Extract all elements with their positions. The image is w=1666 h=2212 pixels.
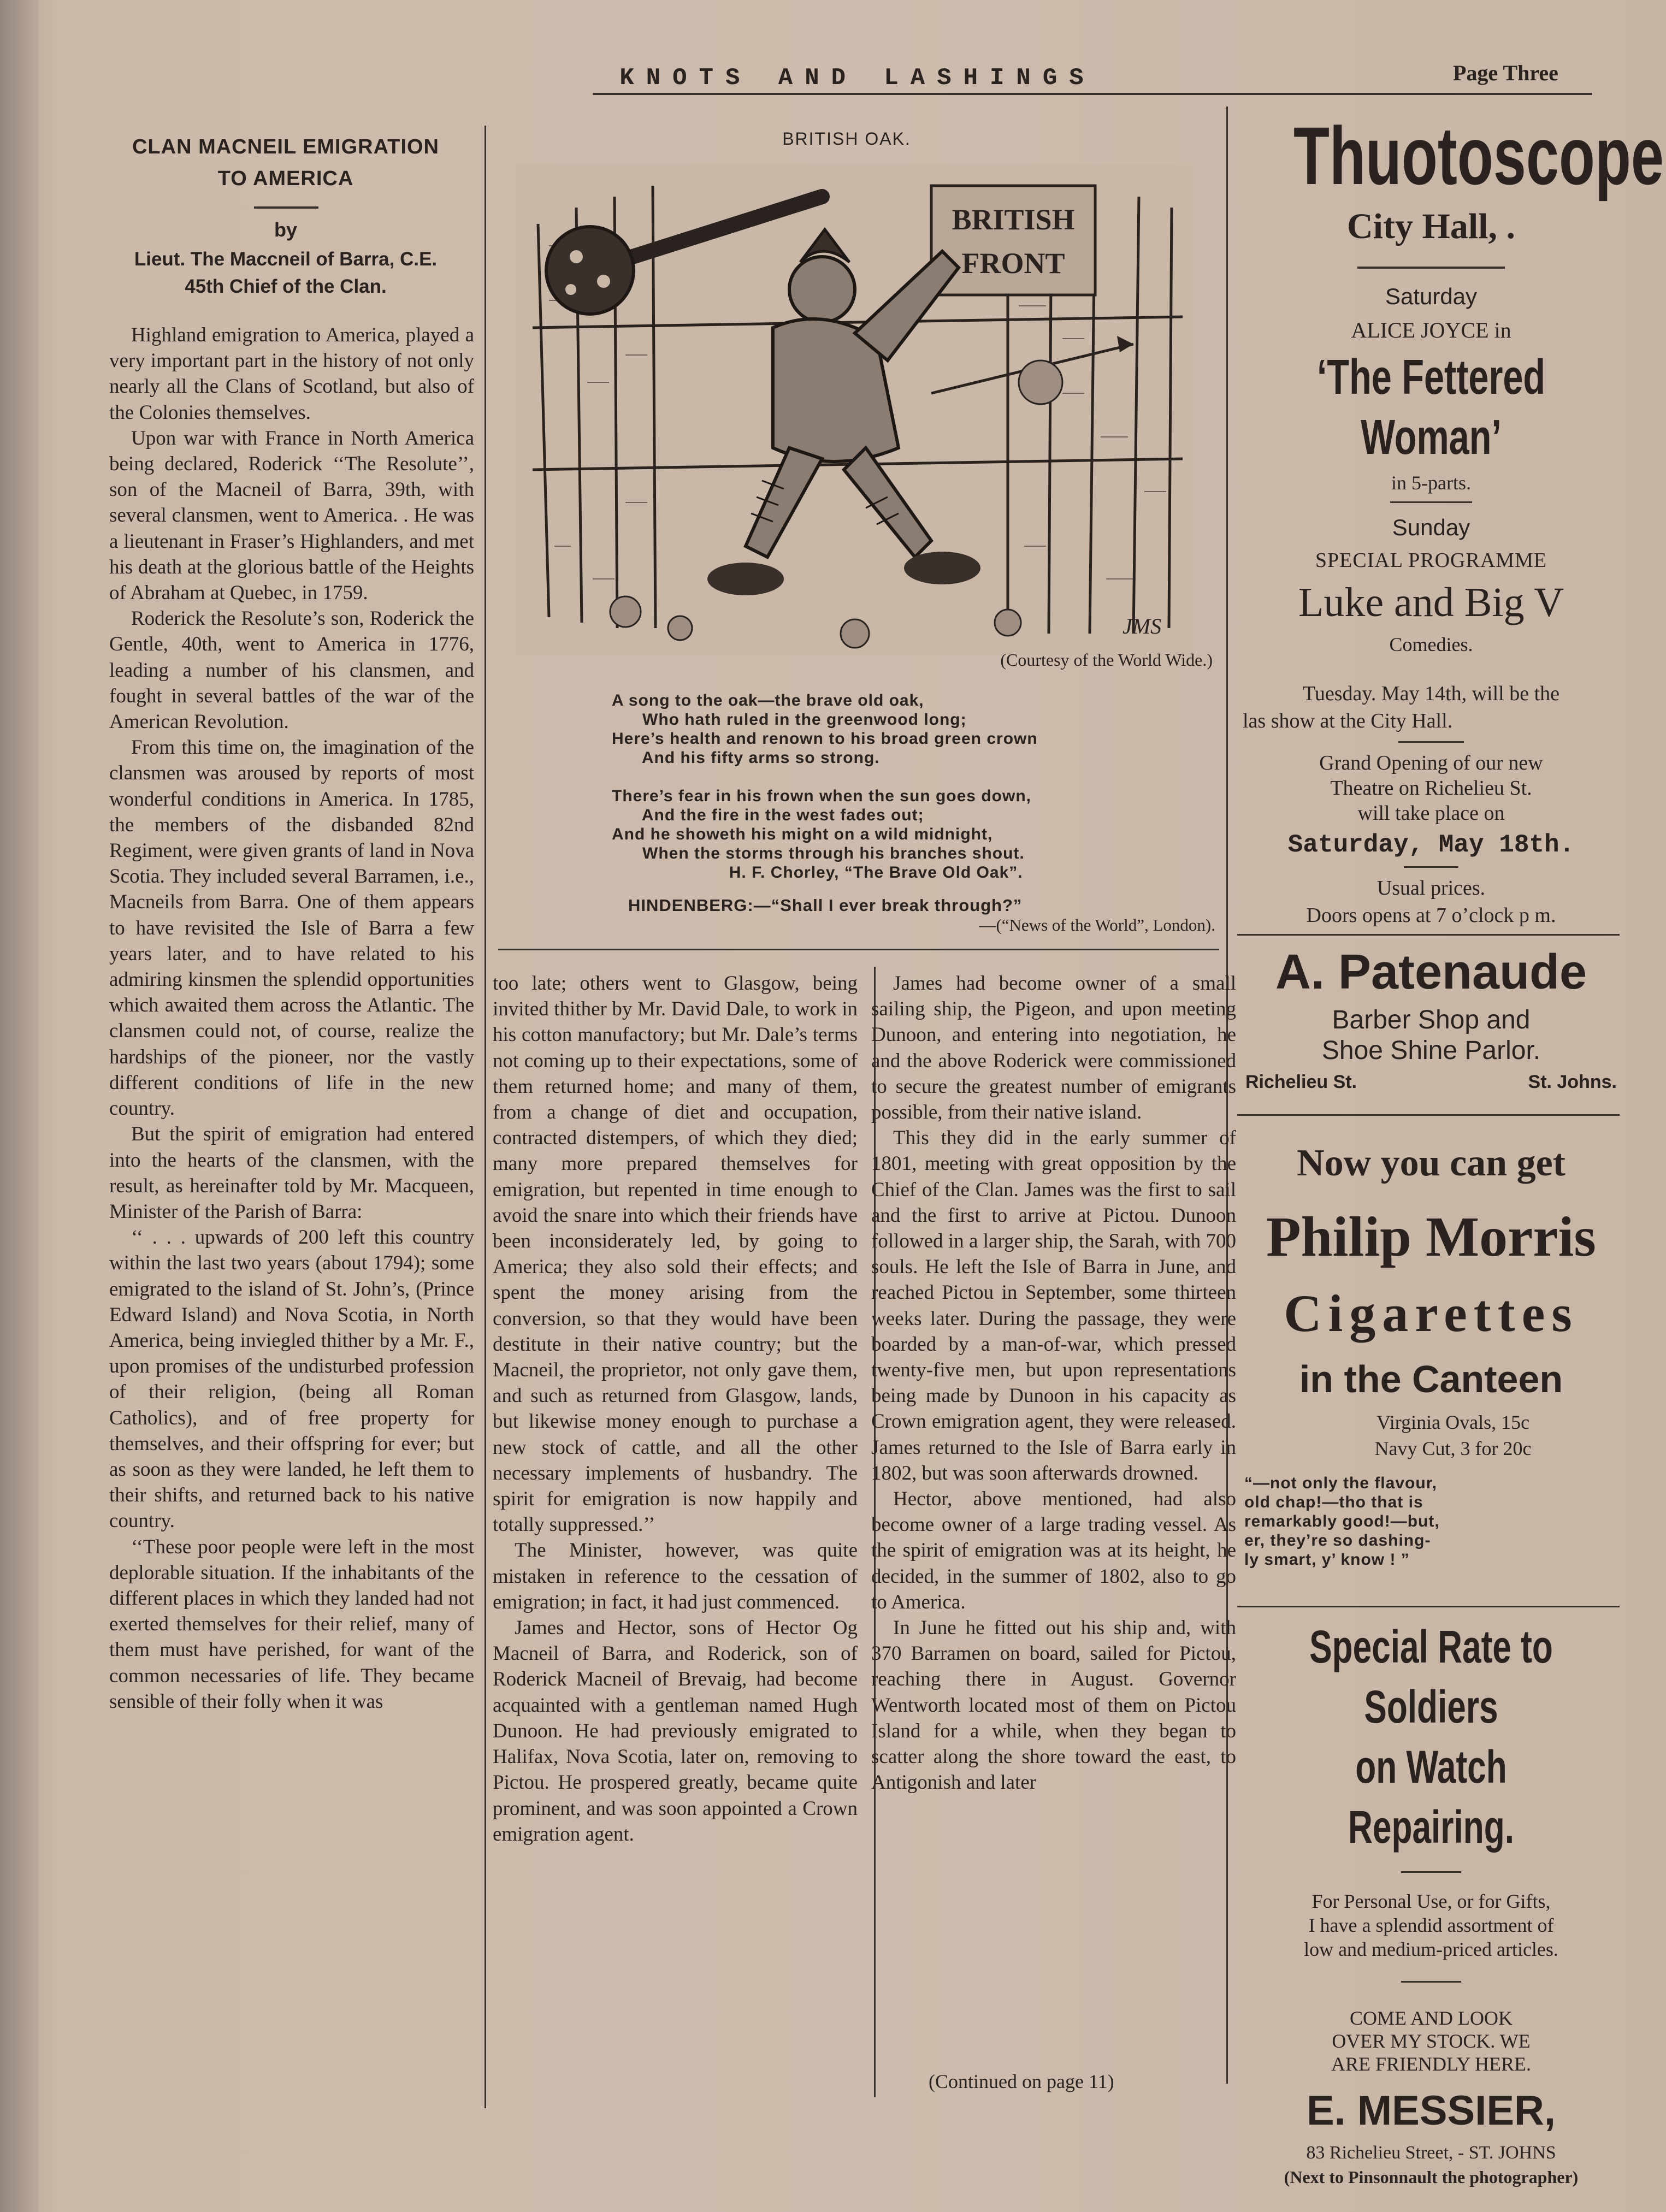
- messier-address: 83 Richelieu Street, - ST. JOHNS: [1306, 2143, 1556, 2163]
- poem-line: There’s fear in his frown when the sun goes down,: [612, 787, 1031, 805]
- gifts-line-3: low and medium-priced articles.: [1304, 1938, 1558, 1960]
- author-line-1: Lieut. The Maccneil of Barra, C.E.: [134, 249, 438, 270]
- divider: [1398, 741, 1464, 743]
- messier-name: E. MESSIER,: [1306, 2087, 1556, 2134]
- cartoon-courtesy: (Courtesy of the World Wide.): [1000, 650, 1213, 670]
- quote-line: ly smart, y’ know ! ”: [1244, 1551, 1410, 1569]
- poem-line: And he showeth his might on a wild midnight,: [612, 825, 993, 843]
- article-title-line-1: CLAN MACNEIL EMIGRATION: [132, 135, 439, 158]
- byline-by: by: [274, 218, 297, 241]
- patenaude-address: [1240, 1072, 1622, 1093]
- cigarettes-label: Cigarettes: [1284, 1284, 1579, 1342]
- article-column-3: [871, 971, 1236, 2068]
- divider: [1404, 866, 1458, 868]
- sign-text-2: FRONT: [961, 247, 1065, 280]
- cartoon-signature: JMS: [1123, 614, 1162, 638]
- article-column-2: [493, 971, 858, 2107]
- come-and-look-2: OVER MY STOCK. WE: [1332, 2030, 1531, 2052]
- film-parts: in 5-parts.: [1391, 472, 1471, 494]
- author-line-2: 45th Chief of the Clan.: [185, 276, 387, 297]
- page-number: Page Three: [1453, 61, 1558, 85]
- paragraph: James and Hector, sons of Hector Og Macneil of Barra, and Roderick, son of Roderick Macneil of Brevaig, had become acquainted with a gentleman named Hugh Dunoon. He had previously emigrated to Halifax, Nova Scotia, later on, removing to Pictou. He prospered greatly, became quite prominent, and was soon appointed a Crown emigration agent.: [493, 1617, 858, 1846]
- poem-line: Who hath ruled in the greenwood long;: [612, 711, 967, 729]
- paragraph: But the spirit of emigration had entered into the hearts of the clansmen, with the result, as hereinafter told by Mr. Macqueen, Minister of the Parish of Barra:: [109, 1123, 474, 1223]
- paragraph: Roderick the Resolute’s son, Roderick the Gentle, 40th, went to America in 1776, leading a number of his clansmen, and fought in several battles of the war of the American Revolution.: [109, 607, 474, 734]
- quote-line: remarkably good!—but,: [1244, 1512, 1440, 1530]
- paragraph: The Minister, however, was quite mistaken in reference to the cessation of emigration; in fact, it had just commenced.: [493, 1539, 858, 1613]
- paragraph: Hector, above mentioned, had also become owner of a large trading vessel. As the spirit of emigration was at its height, he decided, in the summer of 1802, also to go to America.: [871, 1488, 1236, 1613]
- patenaude-ad: [1240, 939, 1622, 1093]
- luke-and-big-v: Luke and Big V: [1298, 579, 1564, 625]
- poem-line: [612, 767, 1213, 786]
- grand-opening-2: Theatre on Richelieu St.: [1330, 777, 1532, 800]
- article-title-line-2: TO AMERICA: [217, 167, 354, 190]
- header-rule: [593, 93, 1592, 95]
- sign-text-1: BRITISH: [952, 203, 1075, 236]
- alice-joyce: ALICE JOYCE in: [1351, 318, 1511, 342]
- messier-ad: [1240, 1617, 1622, 2189]
- cartoon-caption: HINDENBERG:—“Shall I ever break through?”: [628, 896, 1023, 915]
- quote-line: old chap!—tho that is: [1244, 1493, 1423, 1511]
- cartoon-caption-source: —(“News of the World”, London).: [979, 915, 1215, 935]
- come-and-look-1: COME AND LOOK: [1349, 2007, 1513, 2029]
- paragraph: In June he fitted out his ship and, with 370 Barramen on board, sailed for Pictou, reaching there in August. Governor Wentworth located most of them on Pictou Island for a while, when they began to scatter along the shore toward the east, to Antigonish and later: [871, 1617, 1236, 1794]
- gifts-line-2: I have a splendid assortment of: [1308, 1914, 1554, 1936]
- special-rate-line-1: Special Rate to Soldiers: [1309, 1621, 1553, 1732]
- poem-line: Here’s health and renown to his broad green crown: [612, 730, 1038, 748]
- poem-line: And the fire in the west fades out;: [612, 806, 924, 824]
- column-rule-1: [485, 126, 486, 2108]
- ad-divider: [1237, 934, 1620, 936]
- divider: [1401, 1981, 1461, 1983]
- quote-line: “—not only the flavour,: [1244, 1474, 1438, 1492]
- navy-cut-price: Navy Cut, 3 for 20c: [1374, 1438, 1532, 1459]
- title-rule: [254, 206, 318, 209]
- cartoon-title: BRITISH OAK.: [782, 129, 911, 149]
- special-rate-line-2: on Watch Repairing.: [1348, 1741, 1514, 1853]
- poem-line: When the storms through his branches shout.: [612, 844, 1025, 862]
- british-oak-cartoon-illustration: [516, 164, 1194, 655]
- philip-morris-brand: Philip Morris: [1266, 1205, 1596, 1268]
- philip-morris-ad: [1240, 1131, 1622, 1569]
- messier-location: (Next to Pinsonnault the photographer): [1284, 2167, 1579, 2187]
- paragraph: From this time on, the imagination of the clansmen was aroused by reports of most wonderful conditions in America. In 1785, the members of the disbanded 82nd Regiment, were given grants of land in Nova Scotia. They included several Barramen, i.e., Macneils from Barra. One of them appears to have revisited the Isle of Barra a few years later, and to have related to his admiring kinsmen the splendid opportunities which awaited them across the Atlantic. The clansmen could not, of course, realize the hardships of the pioneer, nor the vastly different conditions of life in the new country.: [109, 736, 474, 1120]
- patenaude-name: A. Patenaude: [1275, 945, 1587, 999]
- divider: [1390, 501, 1472, 503]
- come-and-look-3: ARE FRIENDLY HERE.: [1331, 2053, 1532, 2075]
- virginia-ovals-price: Virginia Ovals, 15c: [1376, 1411, 1530, 1433]
- saturday-label: Saturday: [1385, 283, 1478, 309]
- paragraph: too late; others went to Glasgow, being invited thither by Mr. David Dale, to work in his cotton manufactory; but Mr. Dale’s terms not coming up to their expectations, some of them returned home; and many of them, from a change of diet and occupation, contracted distempers, of which they died; many more prepared themselves for emigration, but repented in time enough to avoid the snare into which their friends have been inconsiderately led, by going to America; they also sold their effects; and spent the money arising from the conversion, so that they would have been destitute in their native country; but the Macneil, the proprietor, not only gave them, and such as returned from Glasgow, lands, but likewise money enough to purchase a new stock of cattle, and all the other necessary implements of husbandry. The spirit for emigration is now happily and totally suppressed.’’: [493, 972, 858, 1536]
- thuotoscope-venue: City Hall, .: [1347, 206, 1515, 246]
- tuesday-notice: Tuesday. May 14th, will be the: [1302, 682, 1560, 705]
- patenaude-line-1: Barber Shop and: [1332, 1006, 1531, 1034]
- special-programme: SPECIAL PROGRAMME: [1315, 549, 1547, 572]
- article-title: [97, 131, 474, 194]
- poem-attribution: H. F. Chorley, “The Brave Old Oak”.: [612, 863, 1023, 882]
- article-column-1: [109, 322, 474, 2114]
- paragraph: ‘‘ . . . upwards of 200 left this country within the last two years (about 1794); some emigrated to the island of St. John’s, (Prince Edward Island) and Nova Scotia, in North America, being inviegled thither by a Mr. F., upon promises of the undisturbed profession of their religion, (being all Roman Catholics), and of free property for themselves, and their offspring for ever; but as soon as they were landed, he left them to their shifts, and returned back to his native country.: [109, 1226, 474, 1533]
- ad-divider: [1237, 1114, 1620, 1116]
- paragraph: Upon war with France in North America being declared, Roderick ‘‘The Resolute’’, son of the Macneil of Barra, 39th, with several clansmen, went to America. . He was a lieutenant in Fraser’s Highlanders, and met his death at the glorious battle of the Heights of Abraham at Quebec, in 1759.: [109, 427, 474, 605]
- grand-opening-1: Grand Opening of our new: [1319, 752, 1543, 774]
- doors-open: Doors opens at 7 o’clock p m.: [1306, 904, 1556, 927]
- grand-opening-3: will take place on: [1357, 802, 1505, 825]
- sunday-label: Sunday: [1392, 514, 1470, 540]
- thuotoscope-name: Thuotoscope: [1293, 110, 1664, 202]
- comedies-label: Comedies.: [1389, 634, 1473, 655]
- poem-line: A song to the oak—the brave old oak,: [612, 691, 924, 709]
- masthead-title: KNOTS AND LASHINGS: [619, 64, 1096, 92]
- film-title: ‘The Fettered Woman’: [1316, 350, 1546, 465]
- usual-prices: Usual prices.: [1376, 877, 1486, 900]
- gifts-line-1: For Personal Use, or for Gifts,: [1311, 1890, 1551, 1912]
- tuesday-notice-2: las show at the City Hall.: [1243, 709, 1453, 732]
- continued-note: (Continued on page 11): [929, 2071, 1114, 2092]
- patenaude-line-2: Shoe Shine Parlor.: [1321, 1036, 1541, 1065]
- paragraph: James had become owner of a small sailing ship, the Pigeon, and upon meeting Dunoon, and entering into negotiation, he and the above Roderick were commissioned to secure the greatest number of emigrants possible, from their native island.: [871, 972, 1236, 1124]
- byline: [97, 246, 474, 300]
- patenaude-street: Richelieu St.: [1245, 1072, 1357, 1092]
- page-edge-shadow: [0, 0, 38, 2212]
- now-you-can-get: Now you can get: [1297, 1142, 1565, 1184]
- quote-line: er, they’re so dashing-: [1244, 1531, 1431, 1549]
- paragraph: Highland emigration to America, played a very important part in the history of not only nearly all the Clans of Scotland, but also of the Colonies themselves.: [109, 324, 474, 424]
- divider: [1401, 1871, 1461, 1873]
- opening-date: Saturday, May 18th.: [1287, 831, 1575, 859]
- ad-divider: [1237, 1606, 1620, 1607]
- philip-morris-quote: [1240, 1474, 1622, 1569]
- paragraph: ‘‘These poor people were left in the most deplorable situation. If the inhabitants of the different places in which they landed had not exerted themselves for their relief, many of them must have perished, for want of the common necessaries of life. They became sensible of their folly when it was: [109, 1535, 474, 1713]
- poem: [612, 691, 1213, 882]
- paragraph: This they did in the early summer of 1801, meeting with great opposition by the Chief of the Clan. James was the first to sail and the first to arrive at Pictou. Dunoon followed in a larger ship, the Sarah, with 700 souls. He left the Isle of Barra in June, and reached Pictou in September, some thirteen weeks later. During the passage, they were boarded by a man-of-war, which pressed twenty-five men, but upon representations being made by Dunoon in his capacity as Crown emigration agent, they were released. James returned to the Isle of Barra early in 1802, but was soon afterwards drowned.: [871, 1127, 1236, 1484]
- thuotoscope-ad: [1240, 109, 1664, 927]
- divider: [1357, 267, 1505, 269]
- cartoon-bottom-rule: [498, 949, 1219, 950]
- in-the-canteen: in the Canteen: [1299, 1358, 1563, 1400]
- patenaude-town: St. Johns.: [1528, 1072, 1617, 1092]
- poem-line: And his fifty arms so strong.: [612, 749, 880, 767]
